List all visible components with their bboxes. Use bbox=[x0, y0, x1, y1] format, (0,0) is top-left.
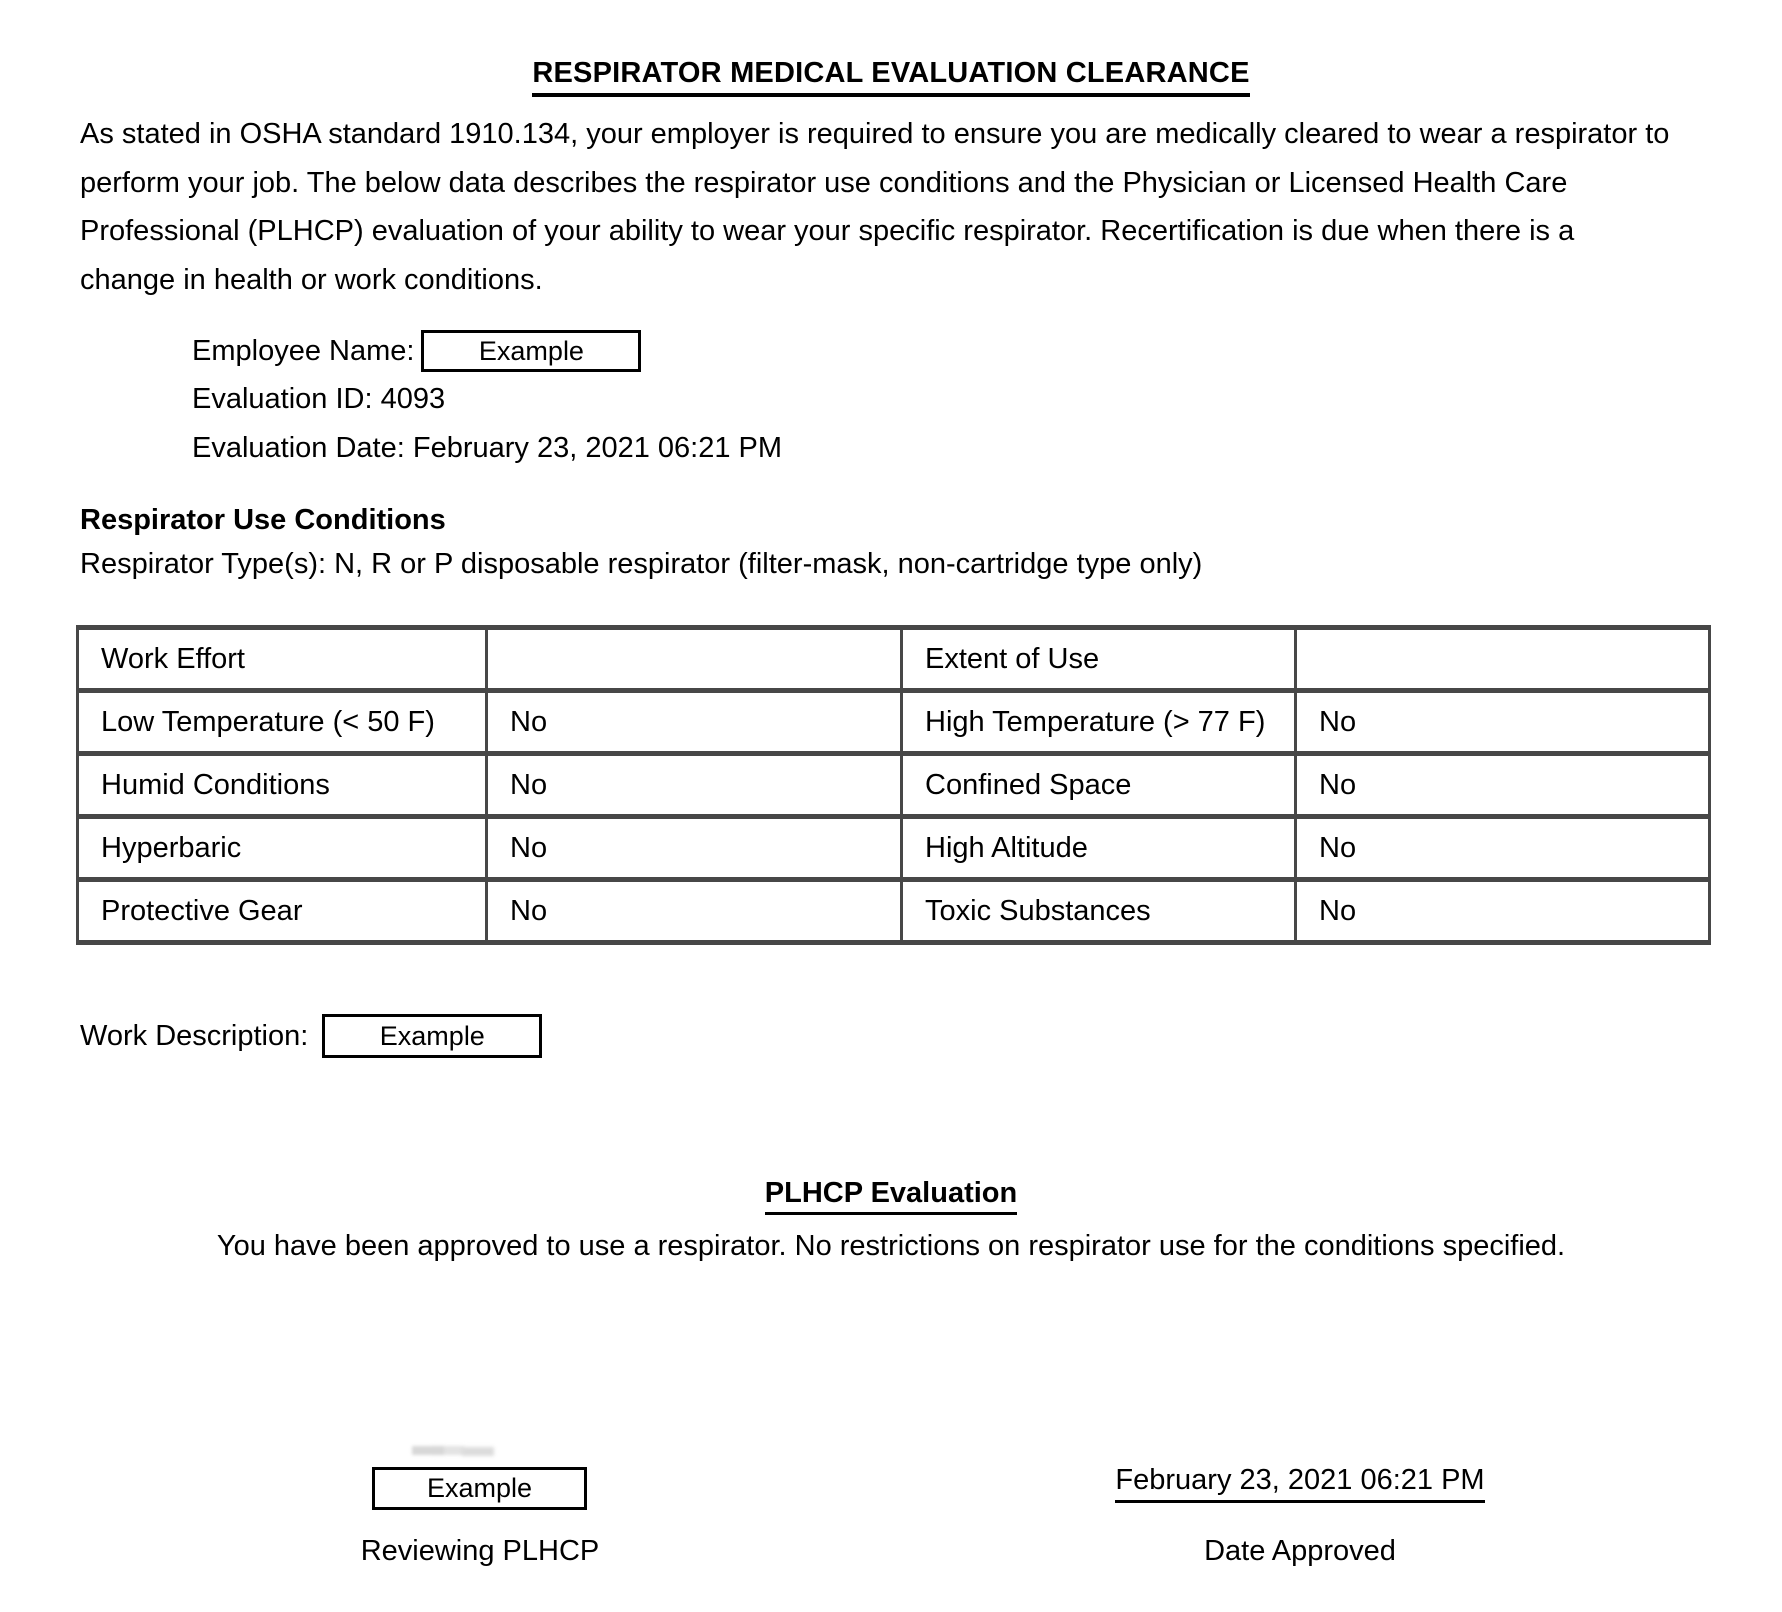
header-extent-of-use: Extent of Use bbox=[902, 628, 1296, 691]
signature-smudge bbox=[412, 1446, 444, 1455]
intro-paragraph bbox=[80, 110, 1722, 304]
evaluation-id-value: 4093 bbox=[380, 383, 446, 416]
condition-value: No bbox=[487, 817, 902, 880]
respirator-use-conditions-heading: Respirator Use Conditions bbox=[80, 504, 446, 536]
evaluation-date-label: Evaluation Date: bbox=[192, 431, 405, 464]
table-row bbox=[78, 817, 1710, 880]
intro-line: As stated in OSHA standard 1910.134, your employer is required to ensure you are medically cleared to wear a respirator to bbox=[80, 118, 1670, 150]
header-work-effort-value bbox=[487, 628, 902, 691]
header-work-effort: Work Effort bbox=[78, 628, 487, 691]
condition-value: No bbox=[487, 754, 902, 817]
approval-statement: You have been approved to use a respirator. No restrictions on respirator use for the conditions specified. bbox=[216, 1230, 1566, 1262]
employee-name-row bbox=[192, 327, 782, 376]
condition-label: Confined Space bbox=[902, 754, 1296, 817]
reviewing-plhcp-field[interactable]: Example bbox=[372, 1467, 587, 1510]
respirator-type-value: N, R or P disposable respirator (filter-mask, non-cartridge type only) bbox=[334, 548, 1203, 580]
condition-value: No bbox=[487, 691, 902, 754]
condition-label: Humid Conditions bbox=[78, 754, 487, 817]
condition-value: No bbox=[1296, 691, 1710, 754]
respirator-type-line bbox=[80, 548, 1202, 581]
work-description-row bbox=[80, 1012, 542, 1060]
condition-label: Hyperbaric bbox=[78, 817, 487, 880]
header-extent-of-use-value bbox=[1296, 628, 1710, 691]
work-description-label: Work Description: bbox=[80, 1019, 309, 1052]
intro-line: change in health or work conditions. bbox=[80, 263, 543, 296]
evaluation-date-value: February 23, 2021 06:21 PM bbox=[412, 431, 783, 464]
reviewing-plhcp-label: Reviewing PLHCP bbox=[360, 1535, 600, 1567]
respirator-type-label: Respirator Type(s): bbox=[80, 548, 327, 580]
intro-line: perform your job. The below data describes the respirator use conditions and the Physician or Licensed Health Care bbox=[80, 166, 1568, 199]
plhcp-evaluation-heading: PLHCP Evaluation bbox=[765, 1177, 1017, 1215]
plhcp-evaluation-section bbox=[0, 1177, 1782, 1215]
employee-name-field[interactable]: Example bbox=[421, 330, 641, 372]
date-approved-label: Date Approved bbox=[1204, 1535, 1396, 1567]
table-row bbox=[78, 880, 1710, 943]
employee-info-block bbox=[192, 327, 782, 473]
condition-value: No bbox=[487, 880, 902, 943]
evaluation-id-label: Evaluation ID: bbox=[192, 383, 373, 416]
condition-label: Protective Gear bbox=[78, 880, 487, 943]
evaluation-date-row bbox=[192, 424, 782, 473]
evaluation-id-row bbox=[192, 376, 782, 425]
condition-value: No bbox=[1296, 880, 1710, 943]
date-approved-value: February 23, 2021 06:21 PM bbox=[1115, 1464, 1484, 1503]
condition-label: High Altitude bbox=[902, 817, 1296, 880]
date-approved-row bbox=[1040, 1464, 1560, 1503]
intro-line: Professional (PLHCP) evaluation of your ability to wear your specific respirator. Recertification is due when there is a bbox=[80, 215, 1575, 247]
work-description-field[interactable]: Example bbox=[322, 1014, 542, 1058]
table-header-row bbox=[78, 628, 1710, 691]
document-header bbox=[0, 57, 1782, 97]
condition-label: High Temperature (> 77 F) bbox=[902, 691, 1296, 754]
table-row bbox=[78, 691, 1710, 754]
condition-label: Low Temperature (< 50 F) bbox=[78, 691, 487, 754]
table-row bbox=[78, 754, 1710, 817]
use-conditions-table bbox=[76, 625, 1711, 945]
condition-value: No bbox=[1296, 817, 1710, 880]
condition-label: Toxic Substances bbox=[902, 880, 1296, 943]
page-title: RESPIRATOR MEDICAL EVALUATION CLEARANCE bbox=[532, 57, 1249, 97]
employee-name-label: Employee Name: bbox=[192, 334, 415, 367]
condition-value: No bbox=[1296, 754, 1710, 817]
